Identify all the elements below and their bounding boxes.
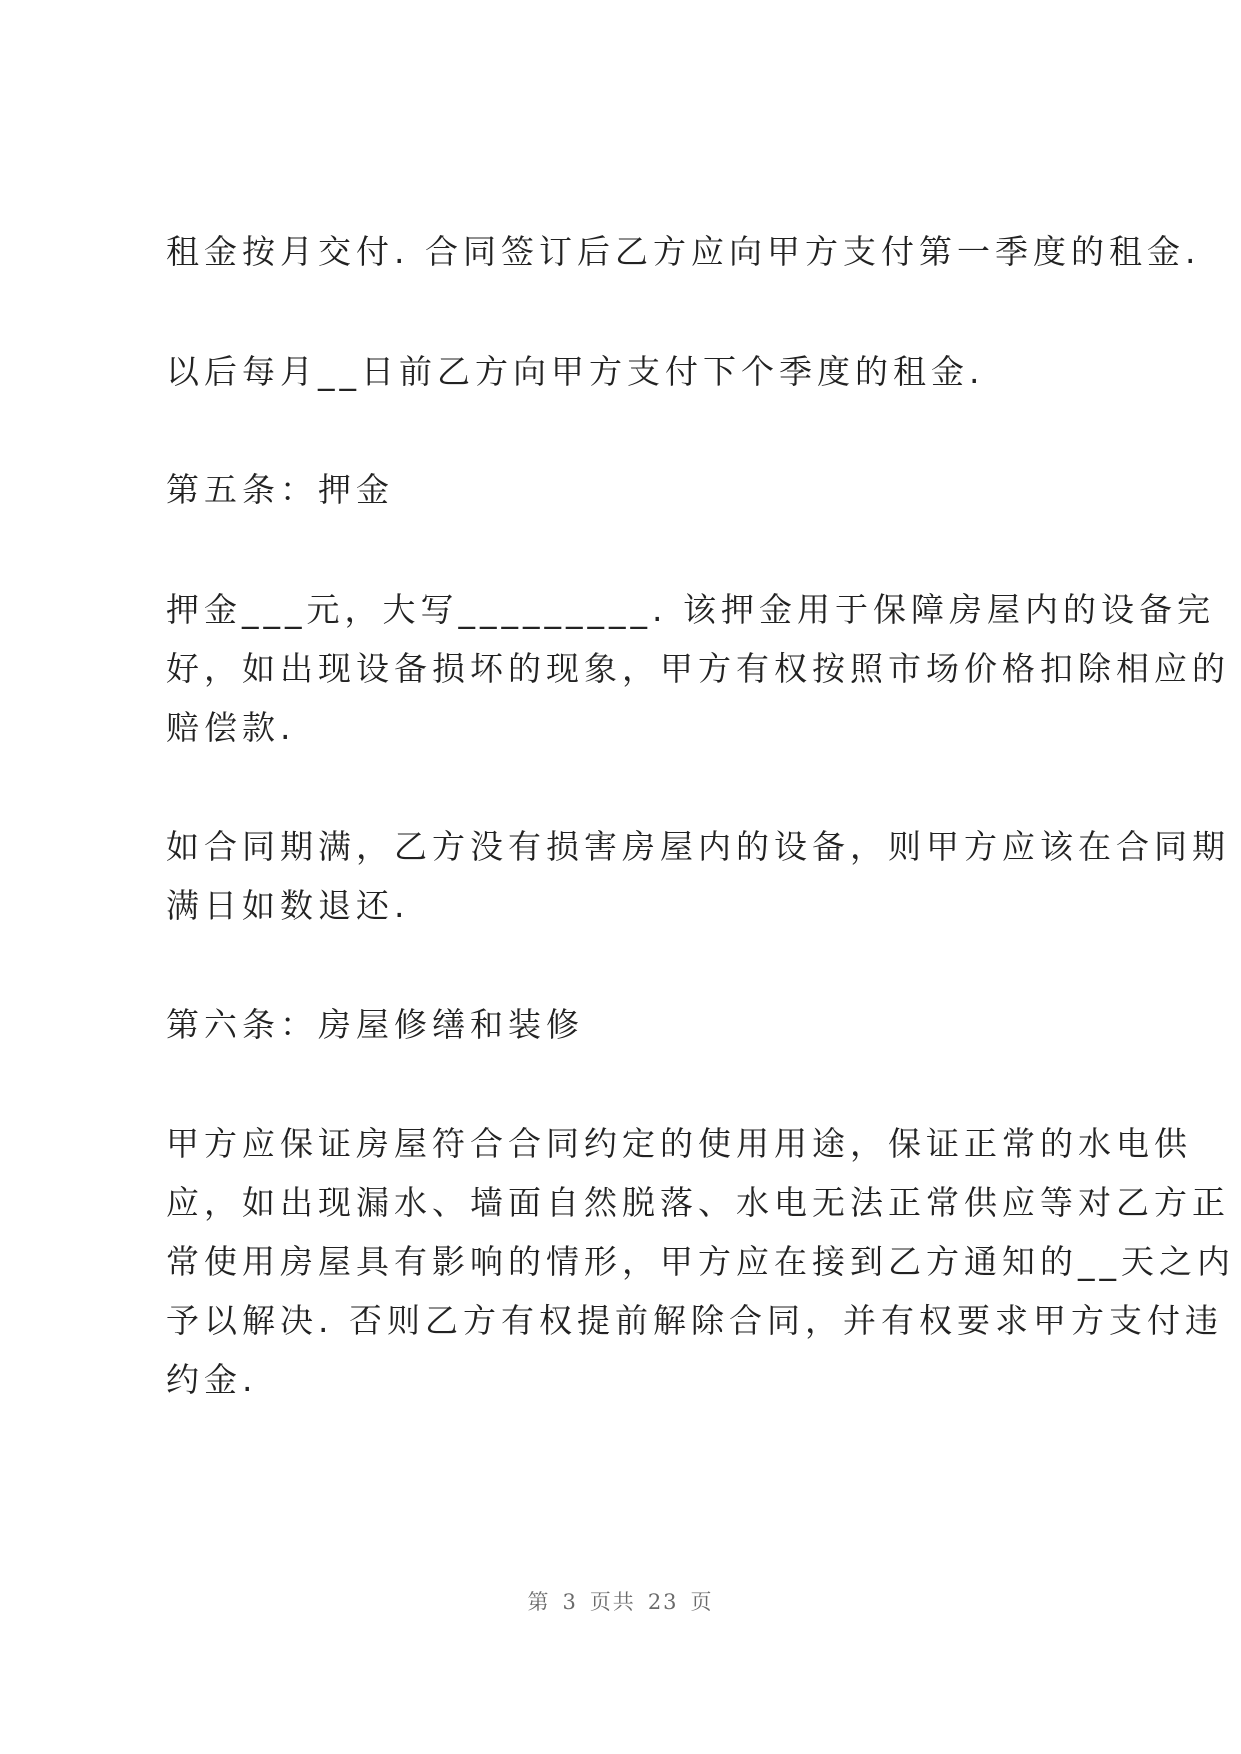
page-footer <box>0 1586 1241 1616</box>
paragraph-line: 以后每月__日前乙方向甲方支付下个季度的租金. <box>166 352 985 391</box>
paragraph-line: 如合同期满，乙方没有损害房屋内的设备，则甲方应该在合同期 <box>166 827 1230 866</box>
paragraph-line: 好，如出现设备损坏的现象，甲方有权按照市场价格扣除相应的 <box>166 649 1230 688</box>
paragraph-line: 予以解决. 否则乙方有权提前解除合同，并有权要求甲方支付违 <box>166 1301 1223 1340</box>
footer-suffix: 页 <box>690 1590 714 1614</box>
footer-page-number: 3 <box>562 1590 578 1614</box>
paragraph-line: 押金___元，大写_________. 该押金用于保障房屋内的设备完 <box>166 590 1215 629</box>
footer-prefix: 第 <box>527 1590 551 1614</box>
footer-middle: 页共 <box>589 1590 636 1614</box>
paragraph-line: 赔偿款. <box>166 708 296 747</box>
paragraph-line: 租金按月交付. 合同签订后乙方应向甲方支付第一季度的租金. <box>166 232 1201 271</box>
section-heading: 第五条：押金 <box>166 470 394 509</box>
paragraph-line: 甲方应保证房屋符合合同约定的使用用途，保证正常的水电供 <box>166 1124 1192 1163</box>
paragraph-line: 约金. <box>166 1360 258 1399</box>
footer-total-pages: 23 <box>647 1590 679 1614</box>
section-heading: 第六条：房屋修缮和装修 <box>166 1005 584 1044</box>
paragraph-line: 常使用房屋具有影响的情形，甲方应在接到乙方通知的__天之内 <box>166 1242 1235 1281</box>
paragraph-line: 满日如数退还. <box>166 886 410 925</box>
paragraph-line: 应，如出现漏水、墙面自然脱落、水电无法正常供应等对乙方正 <box>166 1183 1230 1222</box>
